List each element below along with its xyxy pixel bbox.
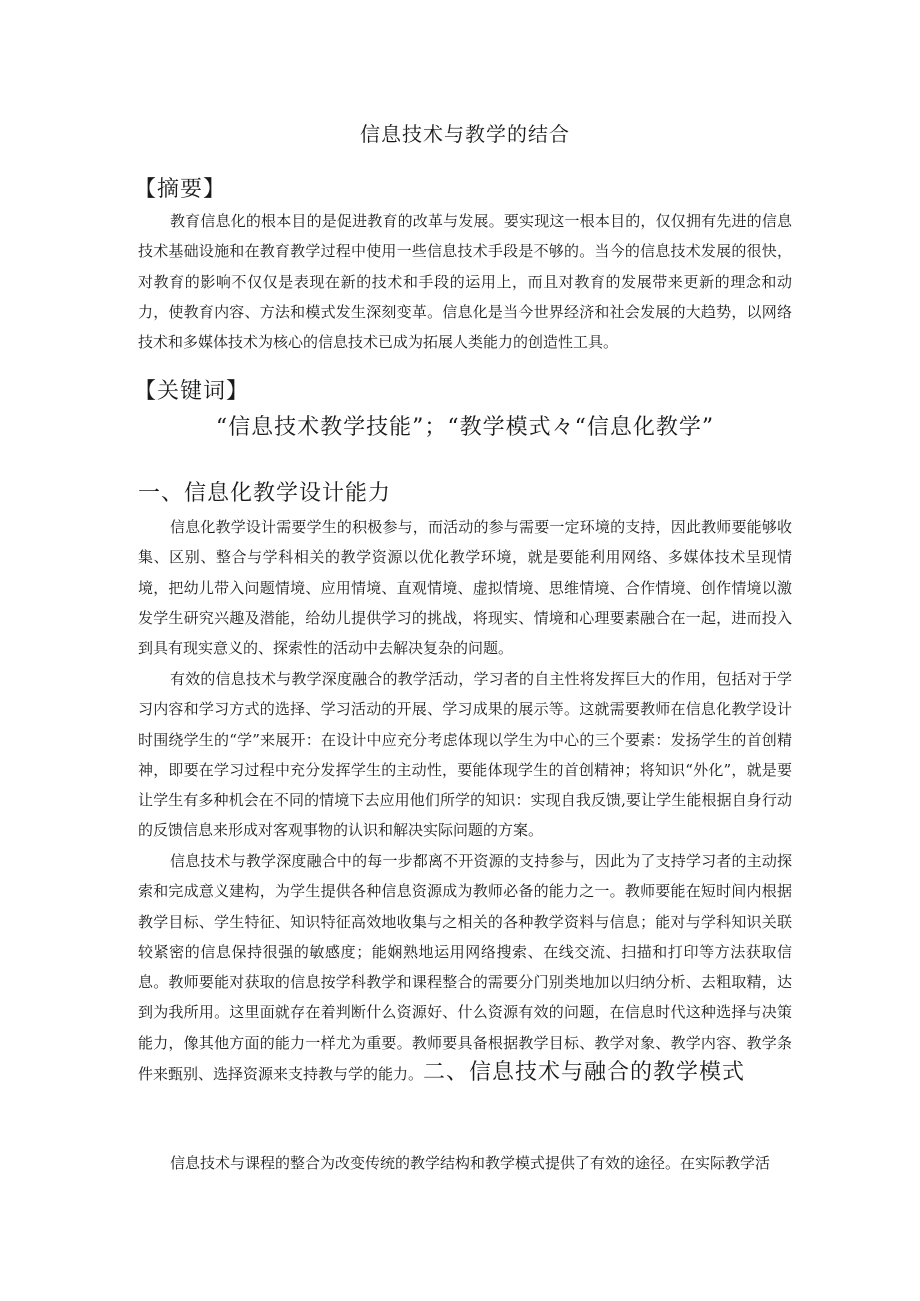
section2-paragraph-1: 信息技术与课程的整合为改变传统的教学结构和教学模式提供了有效的途径。在实际教学活 [170,1154,771,1172]
keywords-label: 【关键词】 [134,379,250,404]
keywords-text: “信息技术教学技能”；“教学模式々“信息化教学” [215,415,715,440]
section1-paragraph-3 [138,846,792,1089]
section1-paragraph-2: 有效的信息技术与教学深度融合的教学活动，学习者的自主性将发挥巨大的作用，包括对于学习内容和学习方式的选择、学习活动的开展、学习成果的展示等。这就需要教师在信息化教学设计时围绕学生的“学”来展开：在设计中应充分考虑体现以学生为中心的三个要素：发扬学生的首创精神，即要在学习过程中充分发挥学生的主动性，要能体现学生的首创精神；将知识“外化”，就是要让学生有多种机会在不同的情境下去应用他们所学的知识：实现自我反馈,要让学生能根据自身行动的反馈信息来形成对客观事物的认识和解决实际问题的方案。 [138,670,792,840]
section2-heading: 二、信息技术与融合的教学模式 [423,1060,746,1086]
document-title: 信息技术与教学的结合 [360,122,570,146]
section1-paragraph-3-text: 信息技术与教学深度融合中的每一步都离不开资源的支持参与，因此为了支持学习者的主动探索和完成意义建构，为学生提供各种信息资源成为教师必备的能力之一。教师要能在短时间内根据教学目标、学生特征、知识特征高效地收集与之相关的各种教学资料与信息；能对与学科知识关联较紧密的信息保持很强的敏感度；能娴熟地运用网络搜索、在线交流、扫描和打印等方法获取信息。教师要能对获取的信息按学科教学和课程整合的需要分门别类地加以归纳分析、去粗取精，达到为我所用。这里面就存在着判断什么资源好、什么资源有效的问题，在信息时代这种选择与决策能力，像其他方面的能力一样尤为重要。教师要具备根据教学目标、教学对象、教学内容、教学条件来甄别、选择资源来支持教与学的能力。 [138,852,792,1084]
section1-paragraph-1: 信息化教学设计需要学生的积极参与，而活动的参与需要一定环境的支持，因此教师要能够收集、区别、整合与学科相关的教学资源以优化教学环境，就是要能利用网络、多媒体技术呈现情境，把幼儿带入问题情境、应用情境、直观情境、虚拟情境、思维情境、合作情境、创作情境以激发学生研究兴趣及潜能，给幼儿提供学习的挑战，将现实、情境和心理要素融合在一起，进而投入到具有现实意义的、探索性的活动中去解决复杂的问题。 [138,518,792,658]
abstract-label: 【摘要】 [134,177,227,202]
section1-heading: 一、信息化教学设计能力 [138,481,392,506]
abstract-paragraph: 教育信息化的根本目的是促进教育的改革与发展。要实现这一根本目的，仅仅拥有先进的信息技术基础设施和在教育教学过程中使用一些信息技术手段是不够的。当今的信息技术发展的很快，对教育的影响不仅仅是表现在新的技术和手段的运用上，而且对教育的发展带来更新的理念和动力，使教育内容、方法和模式发生深刻变革。信息化是当今世界经济和社会发展的大趋势，以网络技术和多媒体技术为核心的信息技术已成为拓展人类能力的创造性工具。 [138,212,792,352]
